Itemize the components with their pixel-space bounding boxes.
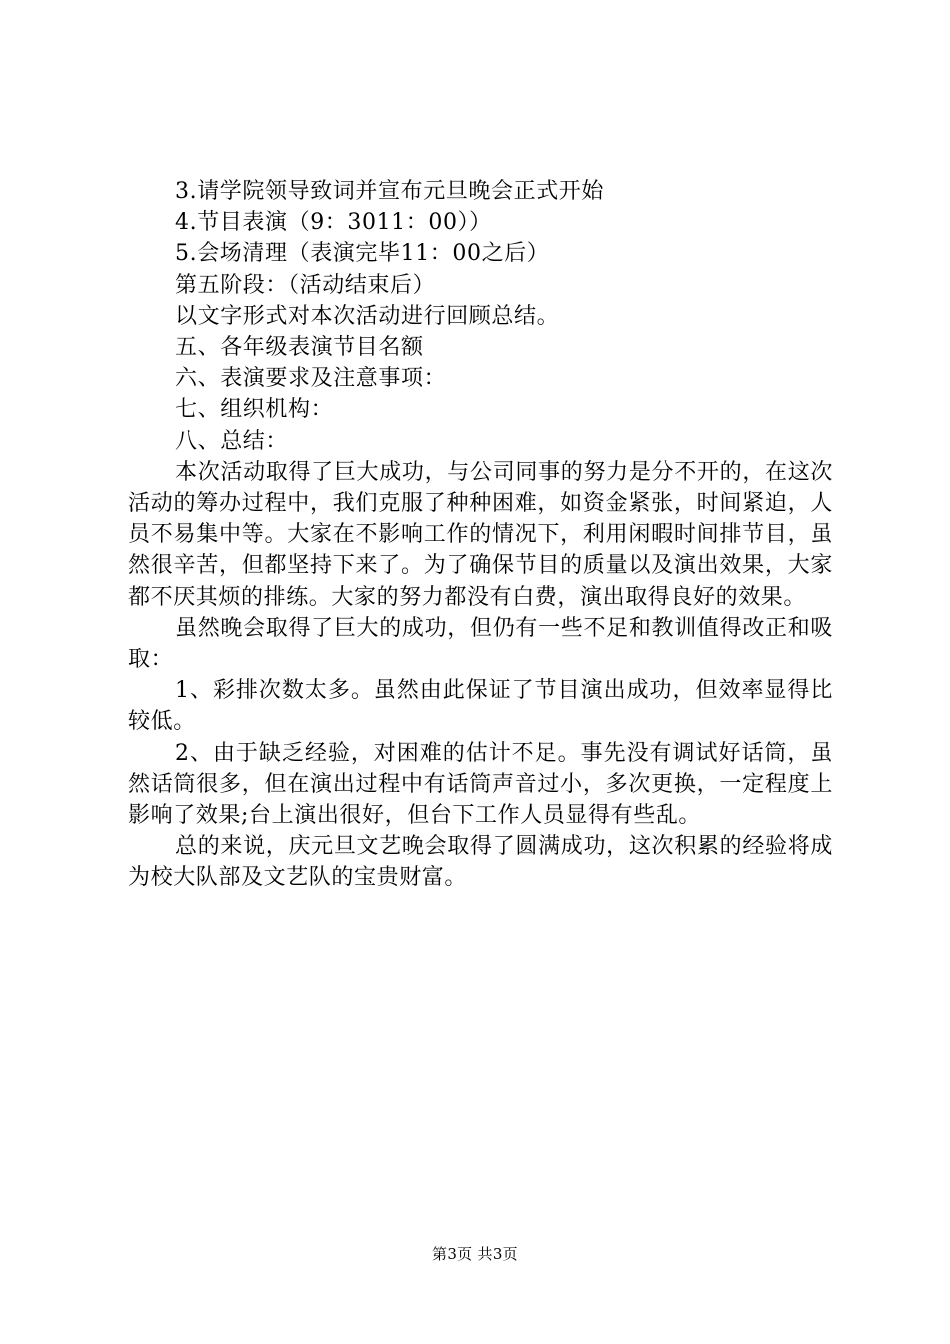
section-heading: 六、表演要求及注意事项： — [175, 366, 447, 392]
summary-paragraph: 总的来说，庆元旦文艺晚会取得了圆满成功，这次积累的经验将成为校大队部及文艺队的宝贵财富。 — [128, 834, 833, 891]
summary-paragraph: 虽然晚会取得了巨大的成功，但仍有一些不足和教训值得改正和吸取： — [128, 615, 833, 673]
section-heading: 八、总结： — [175, 428, 289, 454]
summary-list-item: 1、彩排次数太多。虽然由此保证了节目演出成功，但效率显得比较低。 — [128, 678, 833, 735]
text-line: 4.节目表演（9：3011：00）） — [175, 210, 492, 236]
section-heading: 七、组织机构： — [175, 397, 334, 423]
text-line: 3.请学院领导致词并宣布元旦晚会正式开始 — [175, 179, 604, 204]
section-heading: 第五阶段：（活动结束后） — [175, 272, 436, 298]
summary-list-item: 2、由于缺乏经验，对困难的估计不足。事先没有调试好话筒，虽然话筒很多，但在演出过程中有话筒声音过小，多次更换，一定程度上影响了效果;台上演出很好，但台下工作人员显得有些乱。 — [128, 740, 833, 829]
section-heading: 五、各年级表演节目名额 — [175, 335, 424, 361]
text-line: 以文字形式对本次活动进行回顾总结。 — [175, 303, 560, 329]
document-body — [128, 176, 833, 894]
page-number-footer: 第3页 共3页 — [432, 1245, 518, 1263]
summary-paragraph: 本次活动取得了巨大成功，与公司同事的努力是分不开的，在这次活动的筹办过程中，我们克服了种种困难，如资金紧张，时间紧迫，人员不易集中等。大家在不影响工作的情况下，利用闲暇时间排节目，虽然很辛苦，但都坚持下来了。为了确保节目的质量以及演出效果，大家都不厌其烦的排练。大家的努力都没有白费，演出取得良好的效果。 — [128, 459, 833, 610]
text-line: 5.会场清理（表演完毕11：00之后） — [175, 241, 550, 267]
